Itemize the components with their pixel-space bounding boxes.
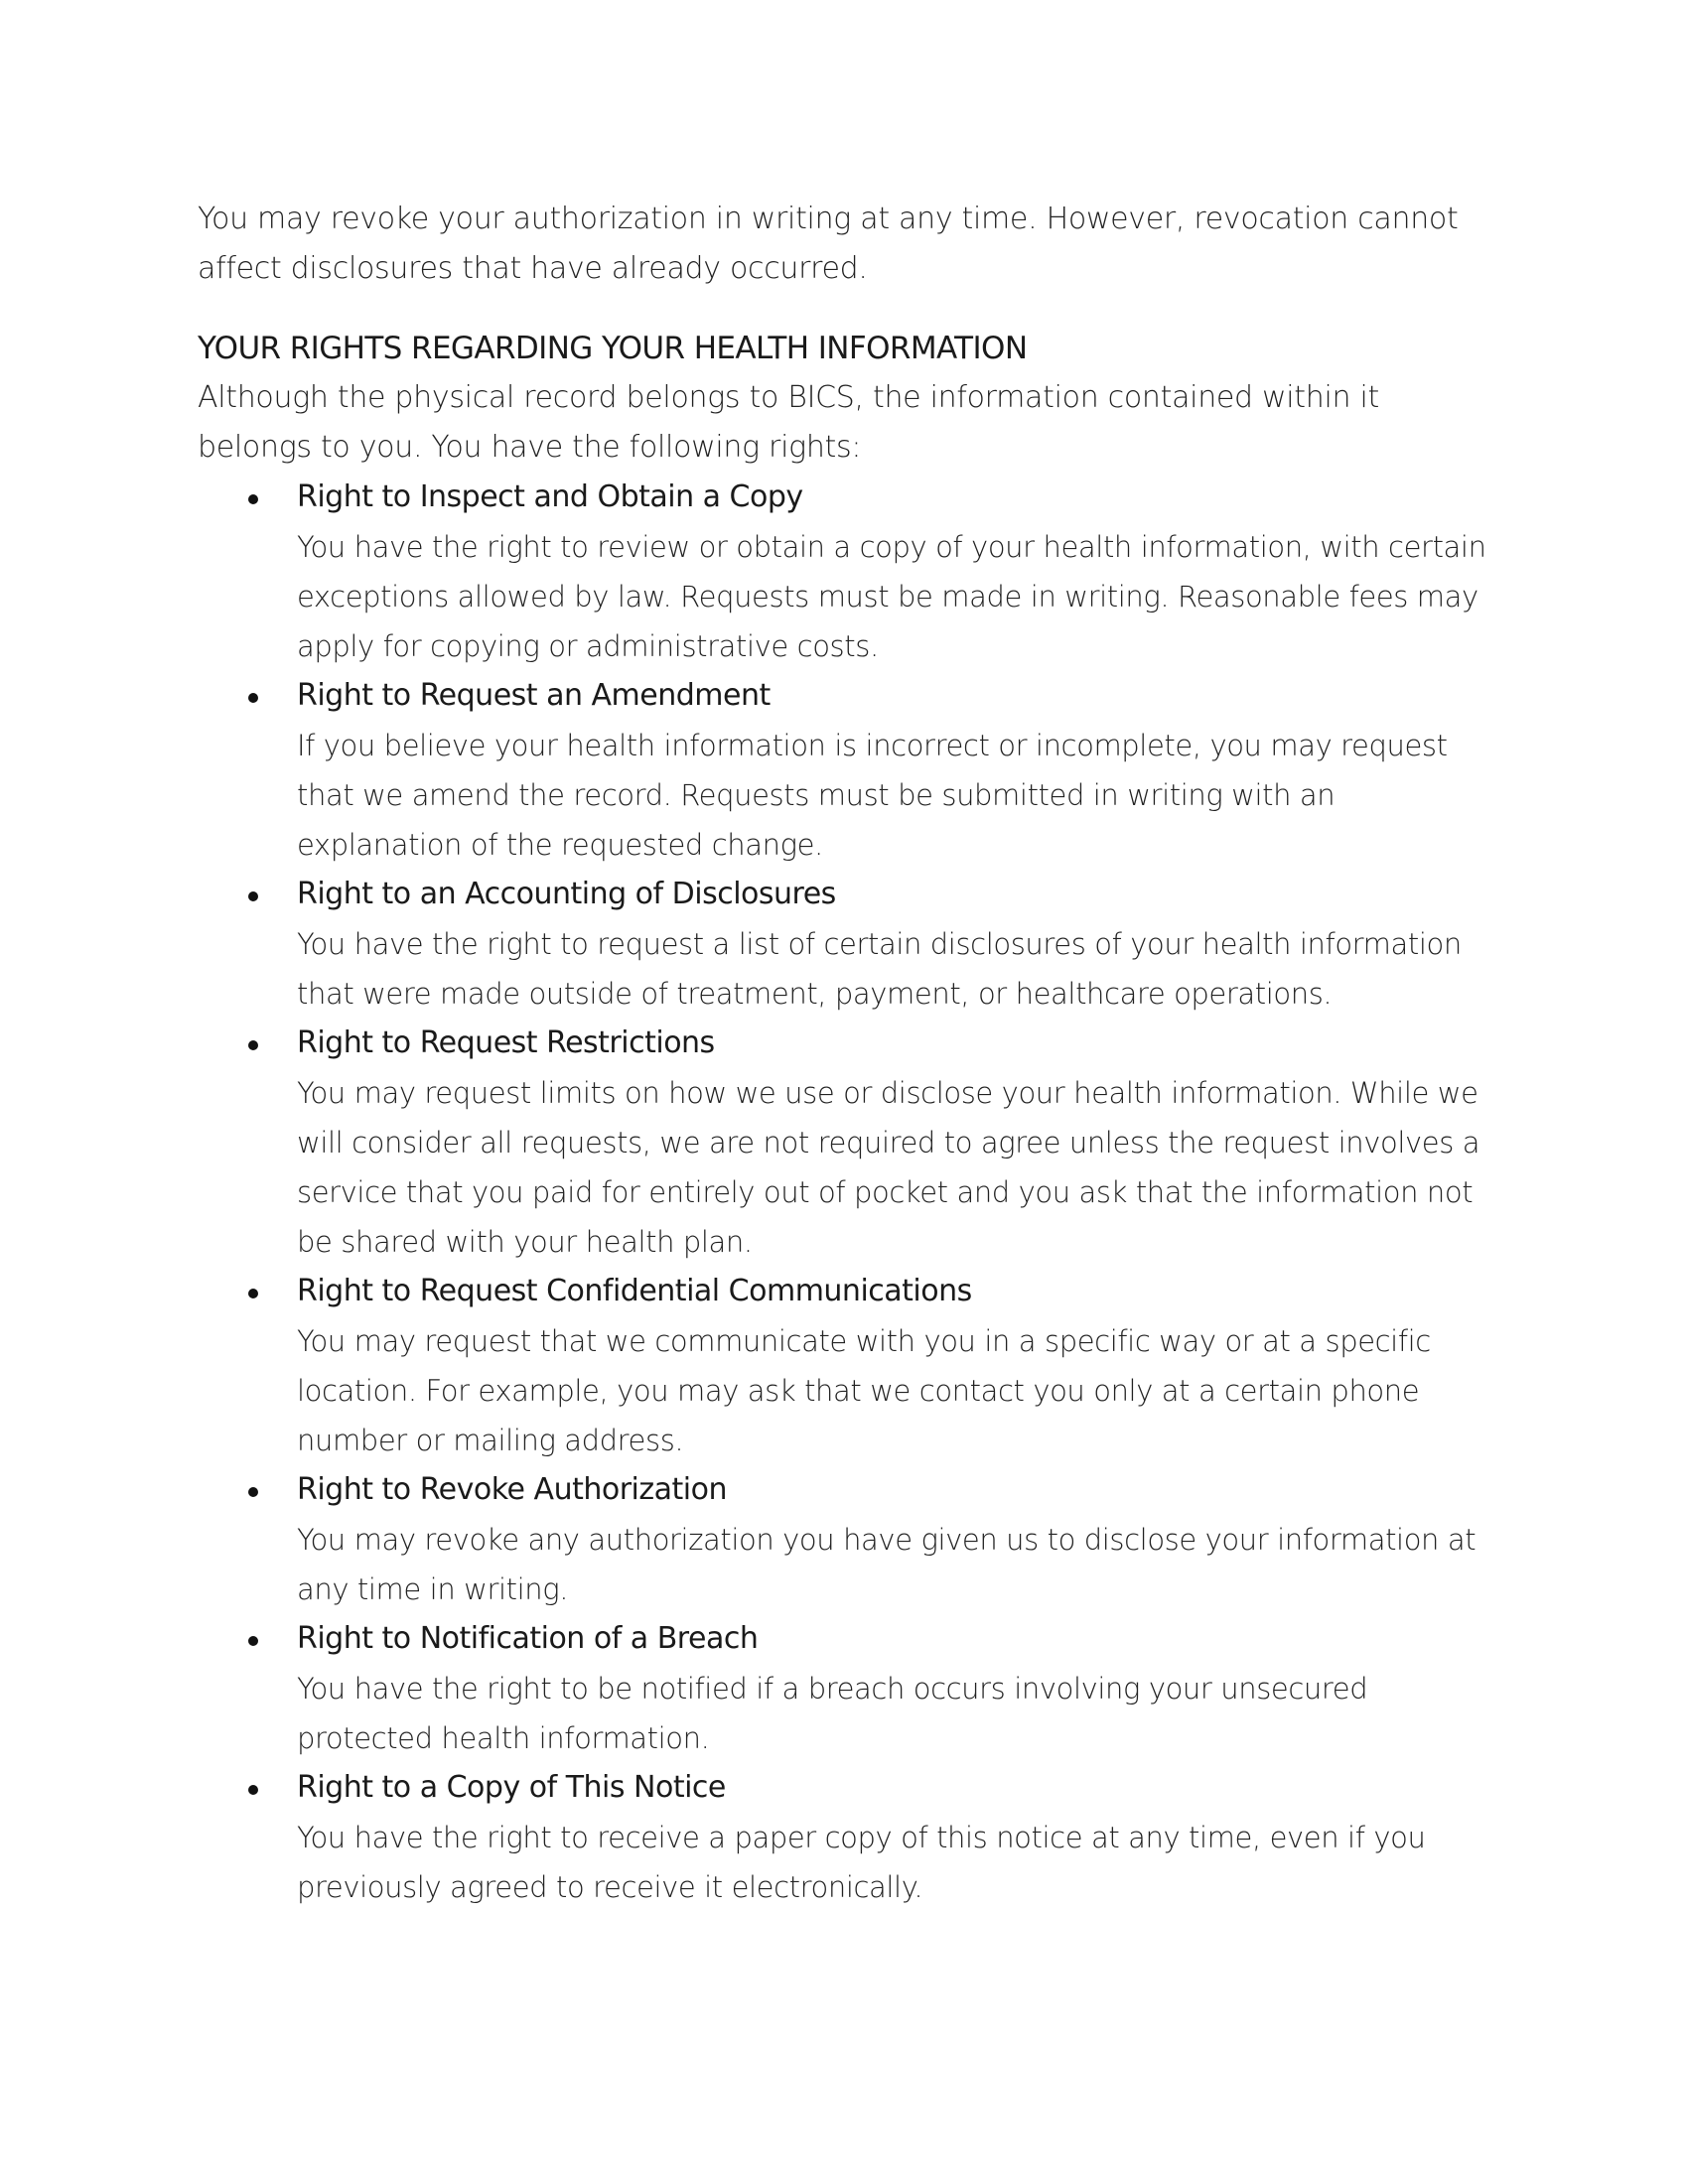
right-description: You have the right to receive a paper copy of this notice at any time, even if you previously agreed to receive it electronically.	[297, 1821, 1426, 1904]
right-description: If you believe your health information is incorrect or incomplete, you may request that we amend the record. Requests must be submitted in writing with an explanation of the requested change.	[297, 729, 1448, 862]
rights-list	[198, 473, 1498, 1912]
right-item-revoke-authorization	[198, 1465, 1498, 1614]
right-description: You have the right to be notified if a breach occurs involving your unsecured protected health information.	[297, 1672, 1368, 1755]
right-description: You may request that we communicate with you in a specific way or at a specific location. For example, you may ask that we contact you only at a certain phone number or mailing address.	[297, 1324, 1431, 1457]
right-title: Right to Inspect and Obtain a Copy	[297, 479, 803, 514]
bullet-icon	[248, 891, 258, 901]
right-item-restrictions	[198, 1019, 1498, 1267]
right-title: Right to Notification of a Breach	[297, 1621, 759, 1656]
right-item-breach-notification	[198, 1614, 1498, 1763]
right-item-amendment	[198, 671, 1498, 870]
right-title: Right to Request Restrictions	[297, 1025, 715, 1060]
right-title: Right to Request Confidential Communications	[297, 1274, 972, 1308]
right-description: You have the right to review or obtain a copy of your health information, with certain exceptions allowed by law. Requests must be made in writing. Reasonable fees may apply for copying or administrative costs.	[297, 530, 1486, 663]
bullet-icon	[248, 1040, 258, 1050]
bullet-icon	[248, 1636, 258, 1646]
right-item-notice-copy	[198, 1763, 1498, 1912]
section-heading: YOUR RIGHTS REGARDING YOUR HEALTH INFORMATION	[198, 331, 1028, 366]
right-item-accounting	[198, 870, 1498, 1019]
document-page	[198, 195, 1498, 1912]
right-title: Right to a Copy of This Notice	[297, 1770, 726, 1805]
right-title: Right to Request an Amendment	[297, 678, 771, 713]
bullet-icon	[248, 693, 258, 703]
section-intro: Although the physical record belongs to BICS, the information contained within it belongs to you. You have the following rights:	[198, 380, 1379, 465]
right-item-inspect-copy	[198, 473, 1498, 671]
bullet-icon	[248, 494, 258, 504]
right-item-confidential-communications	[198, 1267, 1498, 1465]
right-title: Right to Revoke Authorization	[297, 1472, 727, 1507]
bullet-icon	[248, 1785, 258, 1795]
revocation-paragraph: You may revoke your authorization in writing at any time. However, revocation cannot affect disclosures that have already occurred.	[198, 202, 1459, 286]
bullet-icon	[248, 1289, 258, 1298]
right-description: You have the right to request a list of certain disclosures of your health information that were made outside of treatment, payment, or healthcare operations.	[297, 927, 1462, 1011]
right-description: You may revoke any authorization you have given us to disclose your information at any time in writing.	[297, 1523, 1477, 1606]
right-description: You may request limits on how we use or disclose your health information. While we will consider all requests, we are not required to agree unless the request involves a service that you paid for entirely out of pocket and you ask that the information not be shared with your health plan.	[297, 1076, 1480, 1259]
right-title: Right to an Accounting of Disclosures	[297, 877, 836, 911]
bullet-icon	[248, 1487, 258, 1497]
